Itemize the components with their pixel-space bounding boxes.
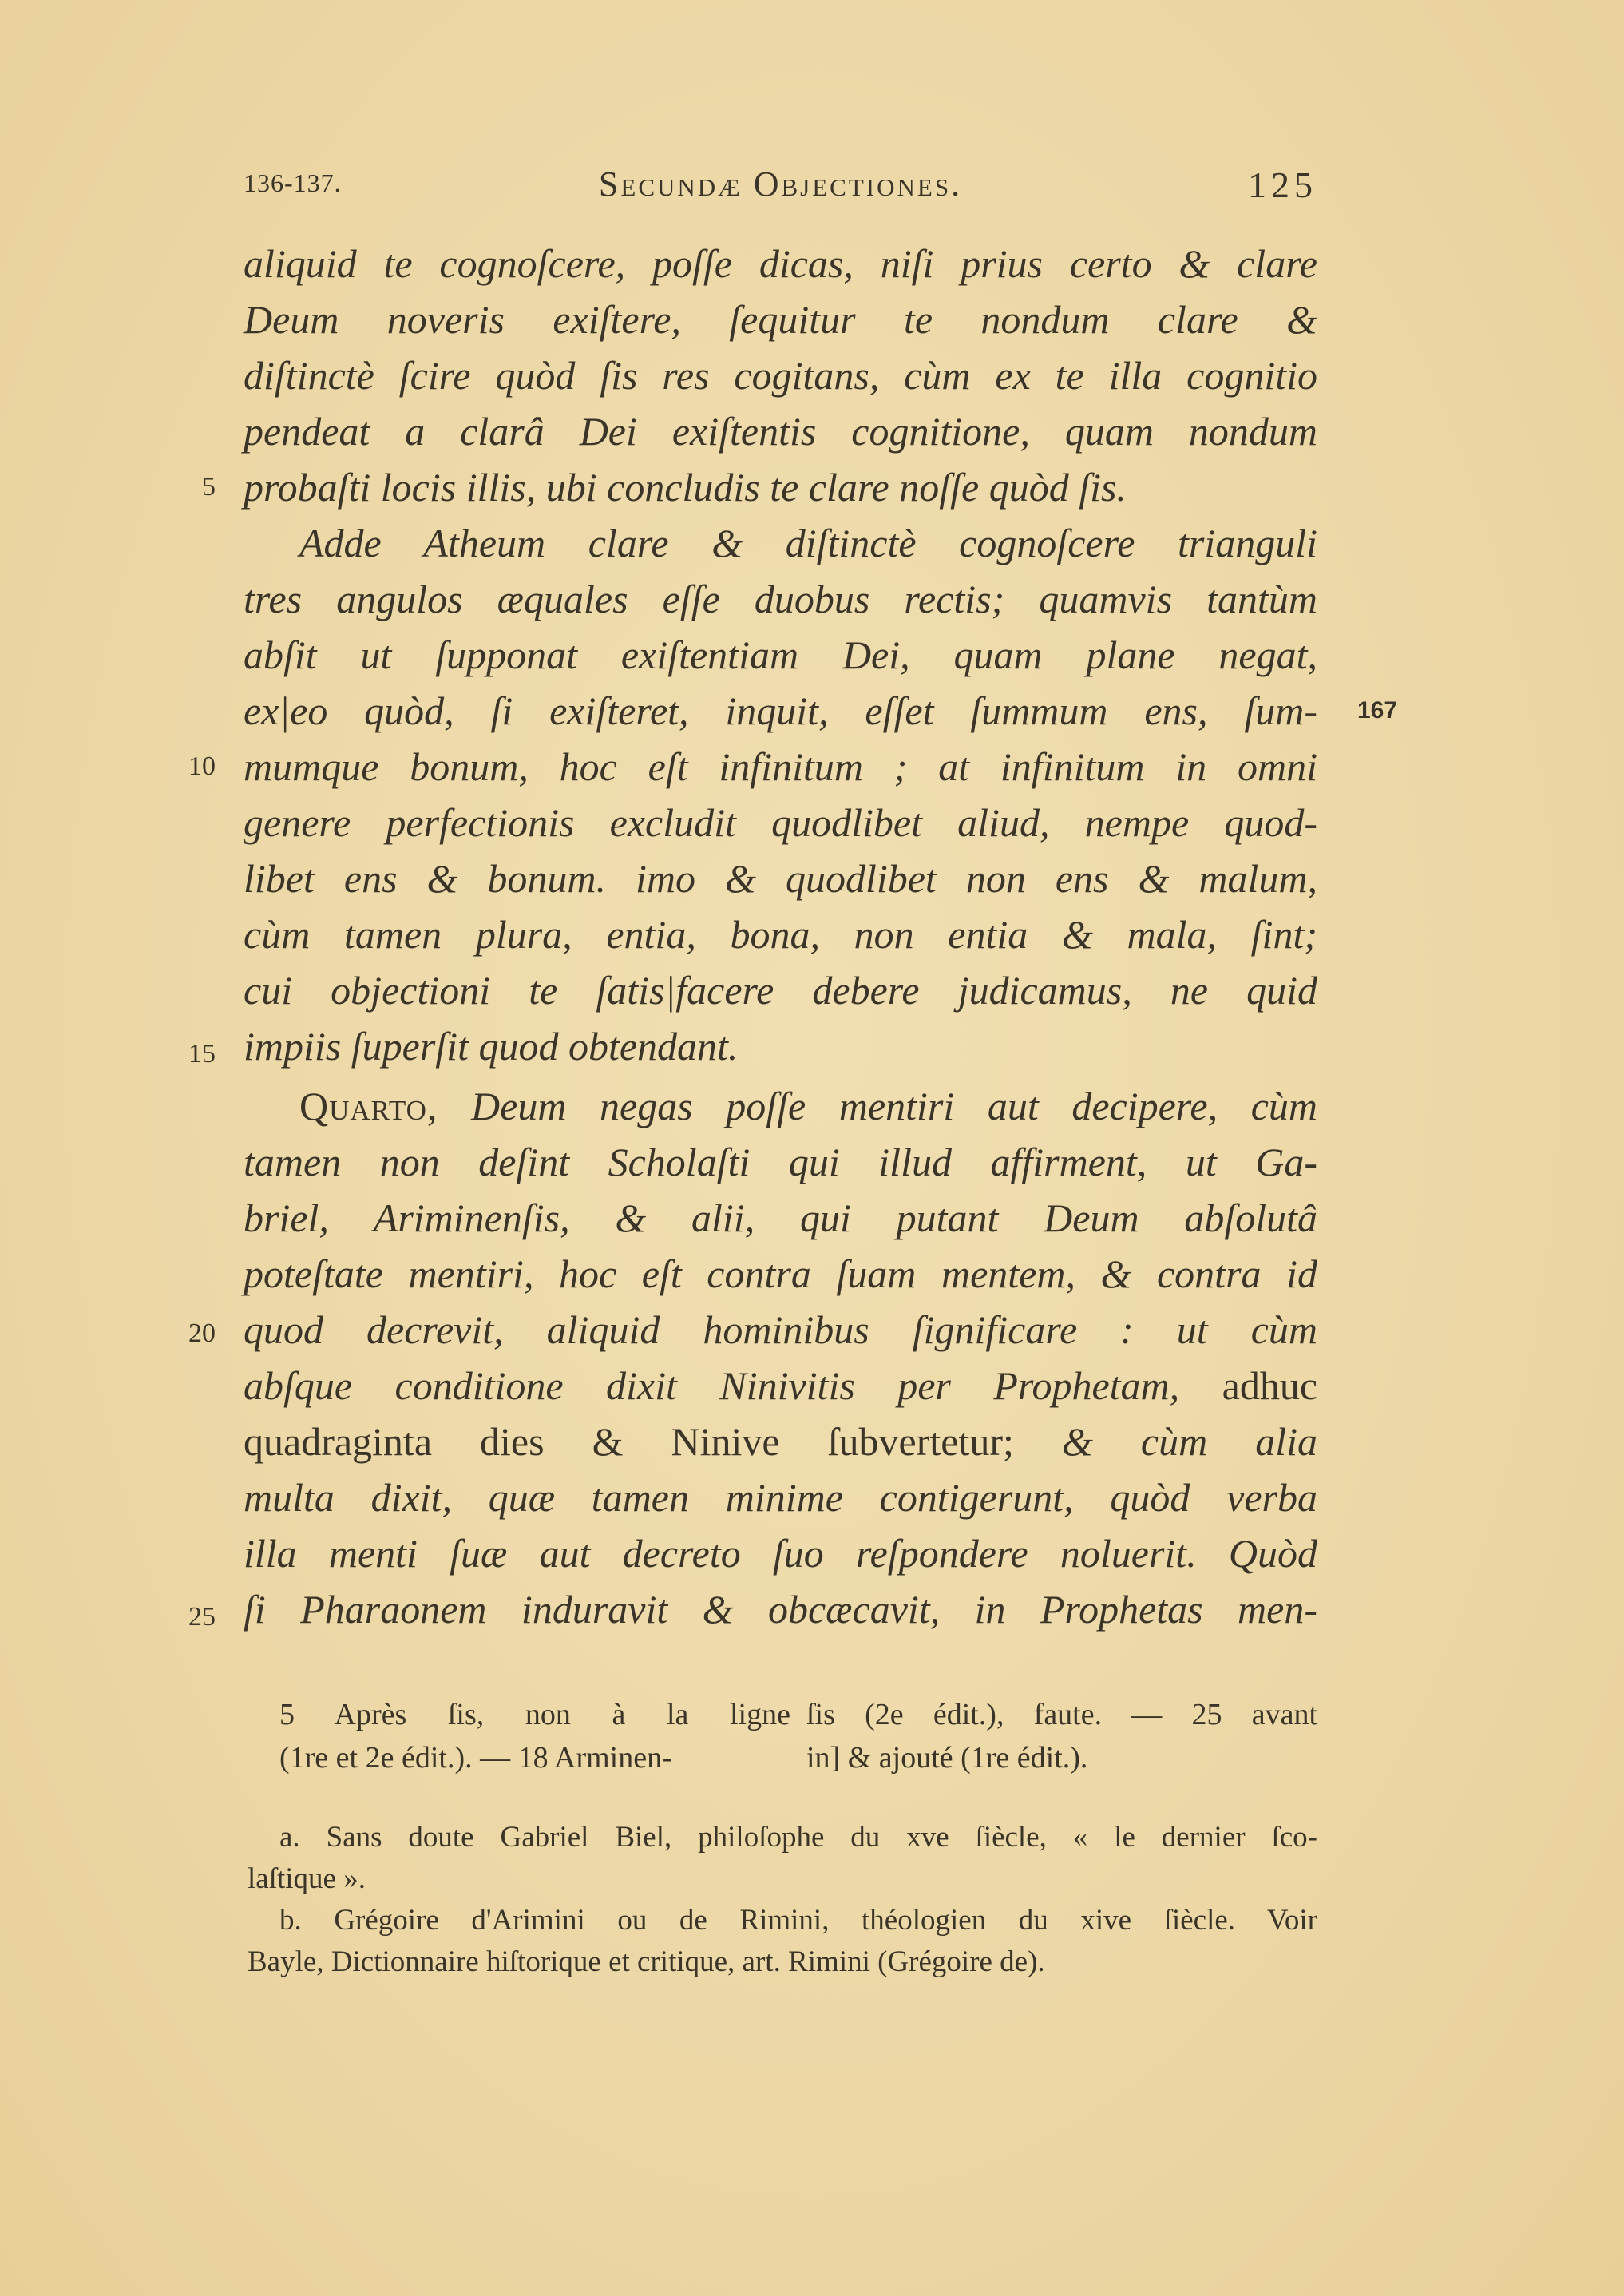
text-line: pendeat a clarâ Dei exiſtentis cognitione, quam nondum bbox=[244, 409, 1317, 454]
footnote-line: b. Grégoire d'Arimini ou de Rimini, théologien du xive ſiècle. Voir bbox=[279, 1904, 1317, 1937]
variants-column-right bbox=[806, 1693, 1317, 1779]
variant-line: 5 Après ſis, non à la ligne bbox=[279, 1698, 790, 1731]
line-number: 10 bbox=[188, 751, 216, 781]
text-segment: briel, Ariminenſis, & alii, qui putant Deum abſolutâ bbox=[244, 1196, 1317, 1240]
text-line: cùm tamen plura, entia, bona, non entia & mala, ſint; bbox=[244, 912, 1317, 957]
text-line: quod decrevit, aliquid hominibus ſignificare : ut cùm bbox=[244, 1307, 1317, 1352]
text-line bbox=[244, 1190, 1317, 1246]
running-title: Secundæ Objectiones. bbox=[598, 165, 963, 204]
text-line: multa dixit, quæ tamen minime contigerunt, quòd verba bbox=[244, 1475, 1317, 1520]
footnote-line: laſtique ». bbox=[248, 1862, 366, 1895]
text-line: libet ens & bonum. imo & quodlibet non ens & malum, bbox=[244, 856, 1317, 901]
footnotes bbox=[248, 1817, 1317, 1983]
text-line: genere perfectionis excludit quodlibet aliud, nempe quod- bbox=[244, 800, 1317, 845]
text-line bbox=[244, 1414, 1317, 1469]
text-line: tres angulos æquales eſſe duobus rectis; quamvis tantùm bbox=[244, 577, 1317, 621]
variants-column-left bbox=[279, 1693, 790, 1779]
text-line: tamen non deſint Scholaſti qui illud affirment, ut Ga- bbox=[244, 1140, 1317, 1184]
variant-line: in] & ajouté (1re édit.). bbox=[806, 1741, 1088, 1775]
footnote-line: Bayle, Dictionnaire hiſtorique et critique, art. Rimini (Grégoire de). bbox=[248, 1945, 1045, 1978]
text-line: probaſti locis illis, ubi concludis te clare noſſe quòd ſis. bbox=[244, 465, 1127, 510]
text-segment: & cùm alia bbox=[1061, 1419, 1318, 1464]
text-line: abſit ut ſupponat exiſtentiam Dei, quam plane negat, bbox=[244, 632, 1317, 677]
text-segment: abſque conditione dixit Ninivitis per Prophetam, bbox=[244, 1363, 1180, 1408]
line-number: 15 bbox=[188, 1039, 216, 1069]
text-line: Deum noveris exiſtere, ſequitur te nondum clare & bbox=[244, 297, 1317, 342]
variant-line: ſis (2e édit.), faute. — 25 avant bbox=[806, 1698, 1317, 1731]
text-line: ex|eo quòd, ſi exiſteret, inquit, eſſet ſummum ens, ſum- bbox=[244, 688, 1317, 733]
text-line: illa menti ſuæ aut decreto ſuo reſpondere noluerit. Quòd bbox=[244, 1531, 1317, 1576]
text-line: Adde Atheum clare & diſtinctè cognoſcere trianguli bbox=[299, 521, 1317, 565]
running-head bbox=[244, 164, 1317, 212]
variant-line: (1re et 2e édit.). — 18 Arminen- bbox=[279, 1741, 672, 1775]
line-number: 5 bbox=[202, 472, 216, 502]
text-line: poteſtate mentiri, hoc eſt contra ſuam mentem, & contra id bbox=[244, 1251, 1317, 1296]
text-line: impiis ſuperſit quod obtendant. bbox=[244, 1024, 739, 1069]
line-number: 25 bbox=[188, 1602, 216, 1632]
text-line bbox=[244, 1358, 1317, 1414]
text-line: cui objectioni te ſatis|facere debere judicamus, ne quid bbox=[244, 968, 1317, 1013]
footnote-line: a. Sans doute Gabriel Biel, philoſophe du xve ſiècle, « le dernier ſco- bbox=[279, 1821, 1317, 1854]
text-line: aliquid te cognoſcere, poſſe dicas, niſi prius certo & clare bbox=[244, 241, 1317, 286]
line-number: 20 bbox=[188, 1319, 216, 1348]
text-segment: Deum negas poſſe mentiri aut decipere, cùm bbox=[471, 1084, 1317, 1128]
text-segment-roman: adhuc bbox=[1222, 1363, 1318, 1408]
text-line bbox=[244, 1078, 1317, 1134]
page-range: 136-137. bbox=[244, 169, 342, 197]
section-marker: Quarto, bbox=[299, 1084, 438, 1128]
text-segment-roman: quadraginta dies & Ninive ſubvertetur; bbox=[244, 1419, 1014, 1464]
text-line: mumque bonum, hoc eſt infinitum ; at infinitum in omni bbox=[244, 744, 1317, 789]
page-number: 125 bbox=[1248, 165, 1317, 205]
text-line: ſi Pharaonem induravit & obcæcavit, in Prophetas men- bbox=[244, 1587, 1317, 1632]
text-line: diſtinctè ſcire quòd ſis res cogitans, cùm ex te illa cognitio bbox=[244, 353, 1317, 398]
marginal-page-reference: 167 bbox=[1357, 697, 1398, 724]
